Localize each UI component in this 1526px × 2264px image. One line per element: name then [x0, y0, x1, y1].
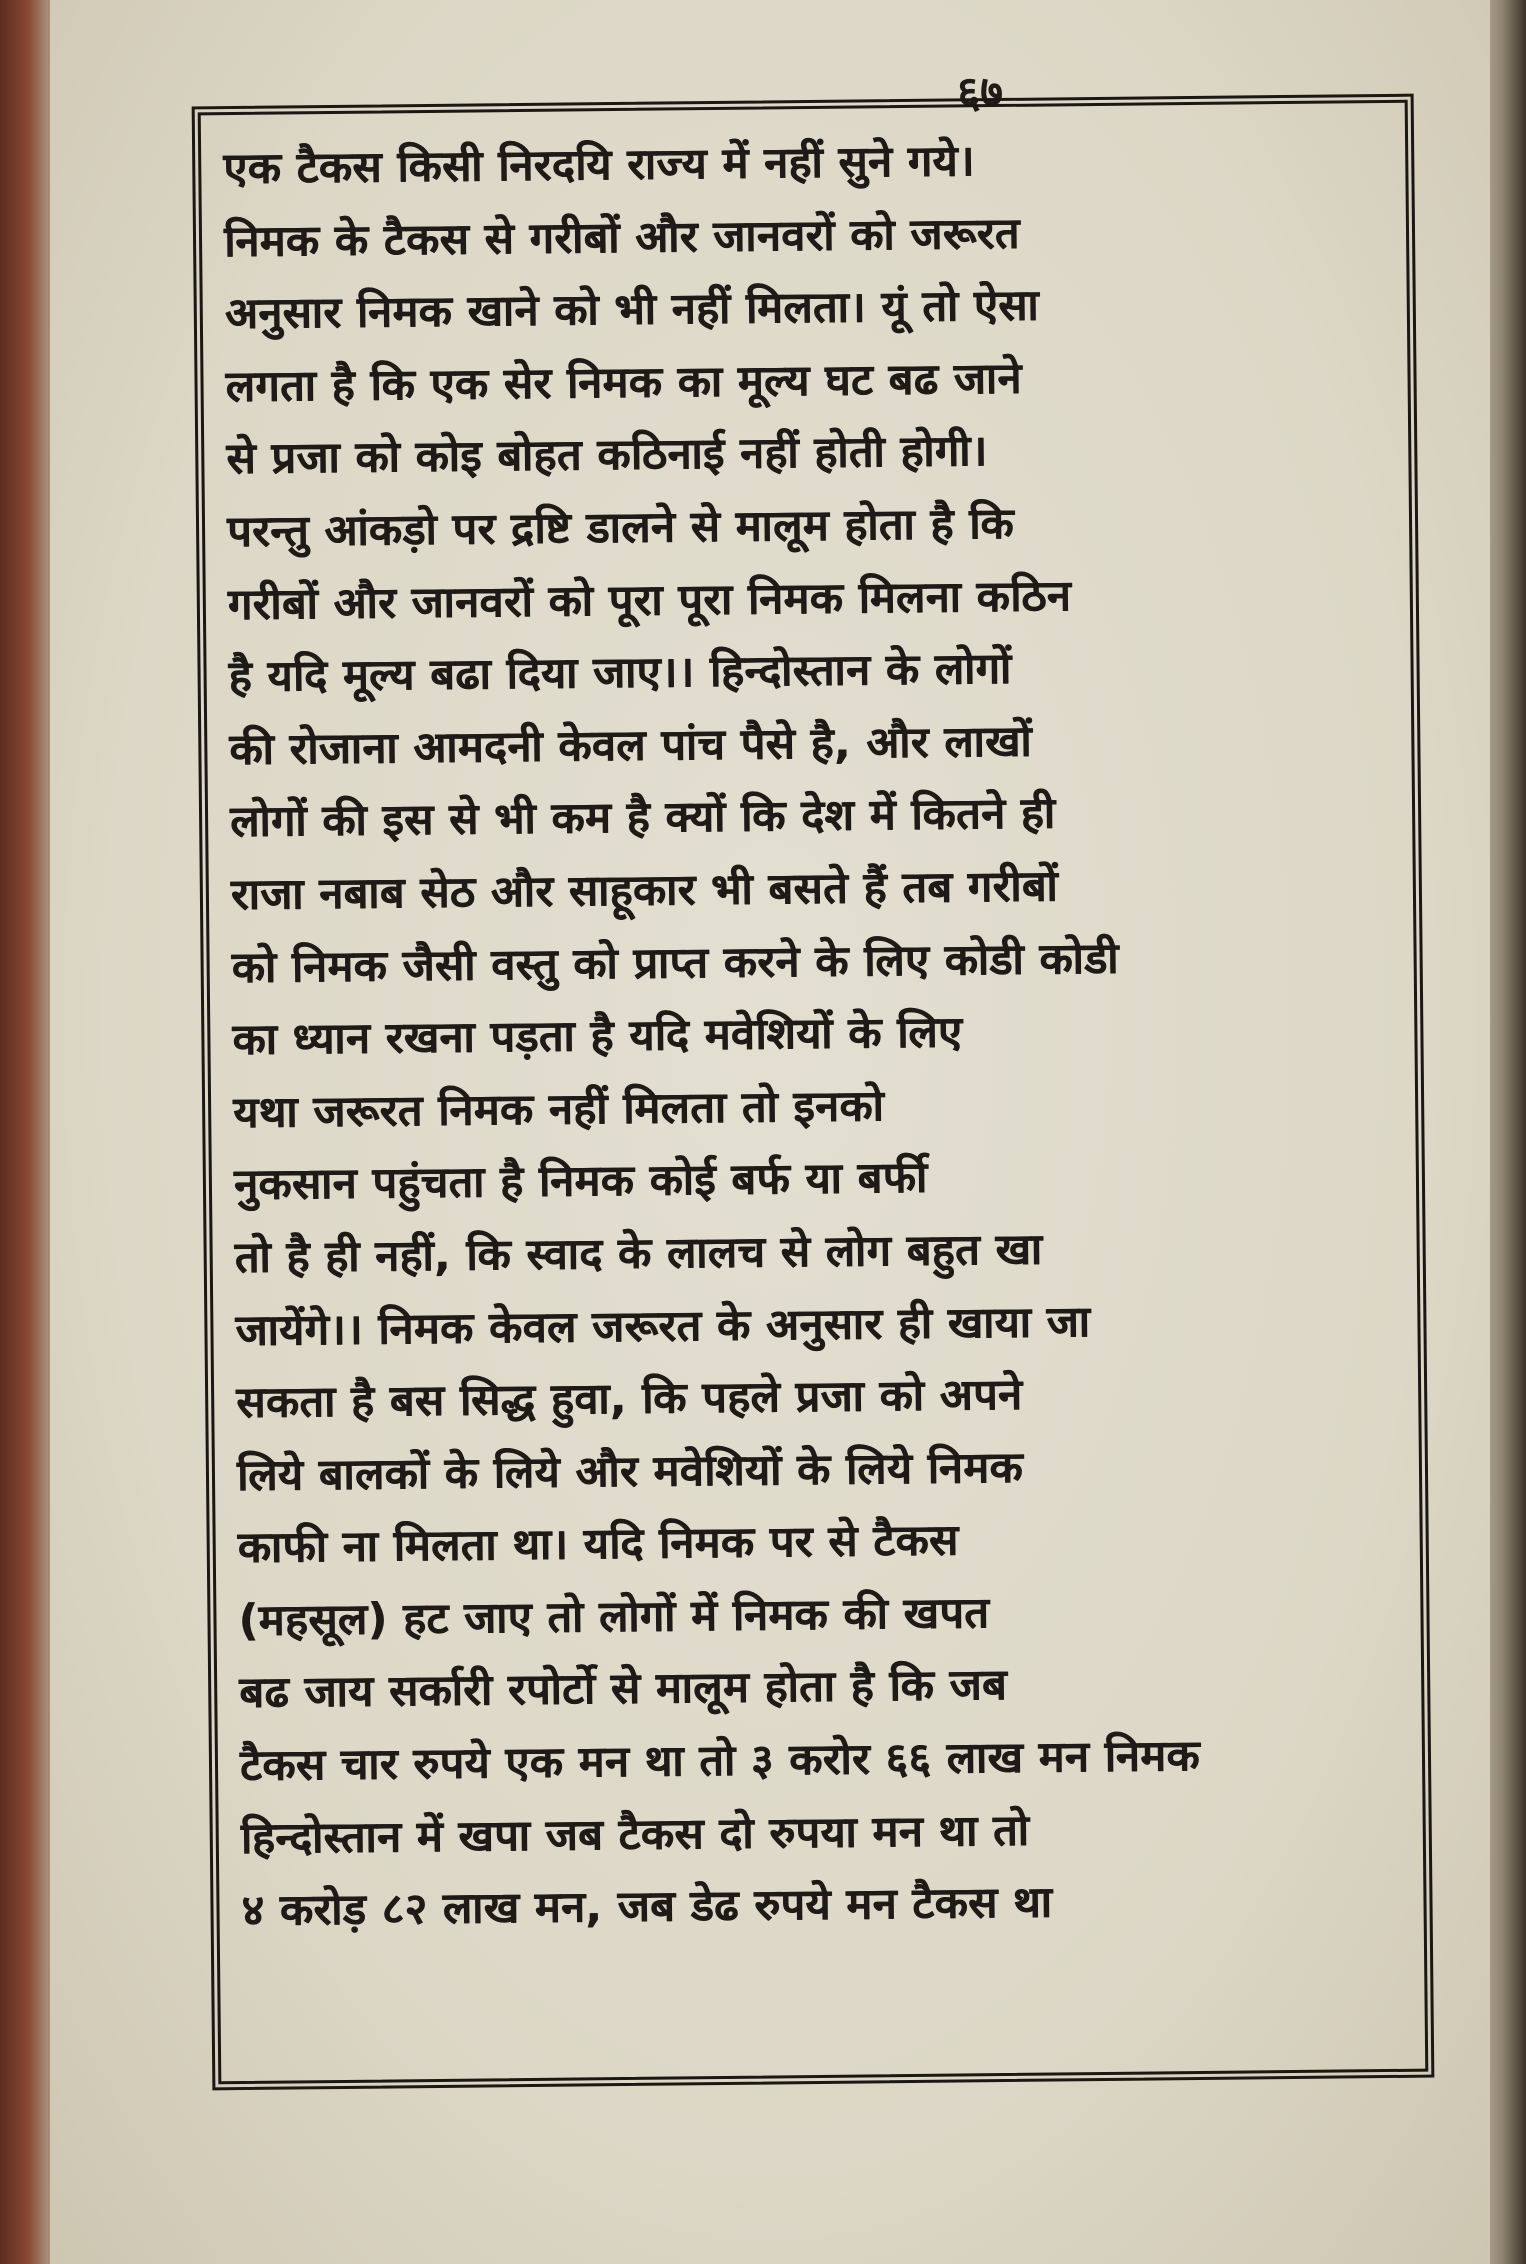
- book-page: [50, 0, 1490, 2264]
- text-line: राजा नबाब सेठ और साहूकार भी बसते हैं तब गरीबों: [230, 861, 1059, 921]
- book-cover-edge: [0, 0, 48, 2264]
- text-line: परन्तु आंकड़ो पर द्रष्टि डालने से मालूम होता है कि: [226, 498, 1015, 558]
- text-line: यथा जरूरत निमक नहीं मिलता तो इनको: [232, 1080, 885, 1138]
- text-line: बढ जाय सर्कारी रपोर्टो से मालूम होता है कि जब: [239, 1660, 1008, 1719]
- text-line: से प्रजा को कोइ बोहत कठिनाई नहीं होती होगी।: [226, 426, 988, 485]
- text-line: एक टैकस किसी निरदयि राज्य में नहीं सुने गये।: [223, 136, 975, 195]
- text-line: गरीबों और जानवरों को पूरा पूरा निमक मिलना कठिन: [227, 570, 1072, 630]
- text-line: तो है ही नहीं, कि स्वाद के लालच से लोग बहुत खा: [234, 1224, 1043, 1283]
- text-line: लिये बालकों के लिये और मवेशियों के लिये निमक: [236, 1442, 1024, 1501]
- page-number: ६७: [956, 66, 1004, 119]
- handwritten-text-frame: [192, 94, 1435, 2091]
- text-line: अनुसार निमक खाने को भी नहीं मिलता। यूं तो ऐसा: [224, 280, 1040, 340]
- text-line: टैकस चार रुपये एक मन था तो ३ करोर ६६ लाख मन निमक: [239, 1731, 1201, 1792]
- text-line: (महसूल) हट जाए तो लोगों में निमक की खपत: [238, 1588, 990, 1646]
- text-line: नुकसान पहुंचता है निमक कोई बर्फ या बर्फी: [233, 1153, 928, 1211]
- text-line: को निमक जैसी वस्तु को प्राप्त करने के लिए कोडी कोडी: [231, 933, 1119, 993]
- text-line: निमक के टैकस से गरीबों और जानवरों को जरूरत: [223, 208, 1020, 267]
- text-line: हिन्दोस्तान में खपा जब टैकस दो रुपया मन था तो: [240, 1805, 1030, 1864]
- text-line: का ध्यान रखना पड़ता है यदि मवेशियों के लिए: [232, 1007, 963, 1066]
- text-line: ४ करोड़ ८२ लाख मन, जब डेढ रुपये मन टैकस था: [241, 1877, 1053, 1937]
- text-line: काफी ना मिलता था। यदि निमक पर से टैकस: [237, 1515, 959, 1574]
- text-block: [223, 121, 1392, 1948]
- text-line: जायेंगे।। निमक केवल जरूरत के अनुसार ही खाया जा: [235, 1296, 1091, 1356]
- text-line: लोगों की इस से भी कम है क्यों कि देश में कितने ही: [229, 788, 1056, 848]
- text-line: की रोजाना आमदनी केवल पांच पैसे है, और लाखों: [229, 716, 1033, 775]
- text-line: लगता है कि एक सेर निमक का मूल्य घट बढ जाने: [225, 353, 1022, 412]
- text-line: है यदि मूल्य बढा दिया जाए।। हिन्दोस्तान के लोगों: [228, 644, 1012, 703]
- text-line: सकता है बस सिद्ध हुवा, कि पहले प्रजा को अपने: [235, 1369, 1023, 1429]
